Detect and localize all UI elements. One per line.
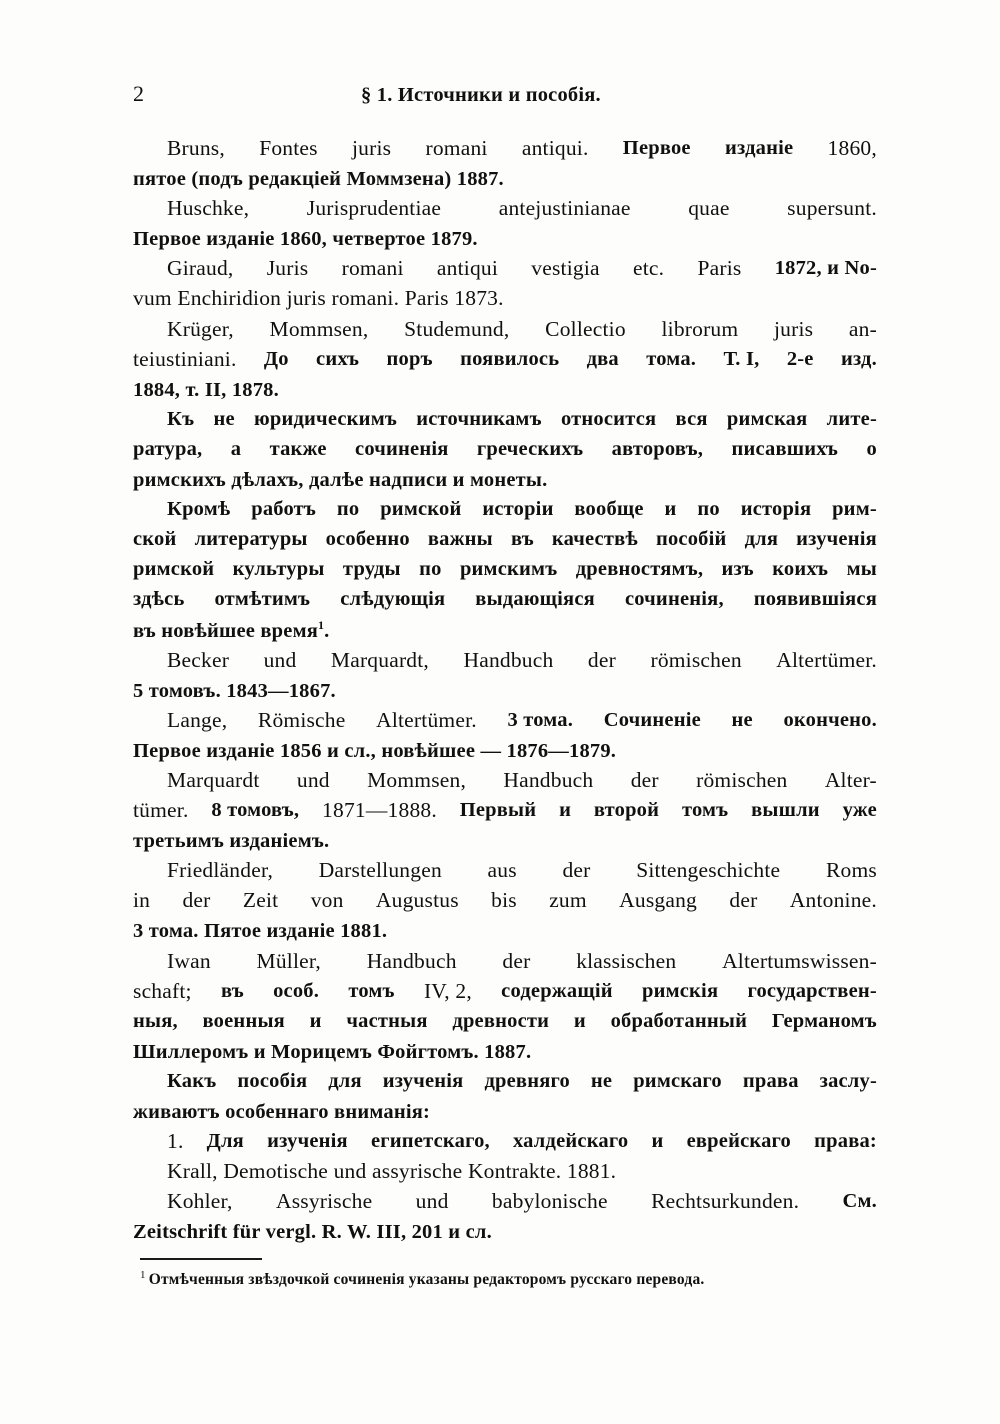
text-run: vum Enchiridion juris romani. Paris 1873.: [133, 286, 504, 311]
text-run: romani: [425, 136, 488, 160]
text-run: ныя,: [133, 1009, 178, 1032]
text-line: [167, 946, 877, 976]
text-run: juris: [352, 136, 392, 160]
text-run: römischen: [696, 767, 788, 792]
text-run: не: [213, 407, 235, 430]
text-run: древности: [452, 1009, 550, 1032]
text-line: [133, 735, 881, 765]
footnote-marker: 1: [140, 1268, 146, 1281]
text-run: Iwan: [167, 948, 211, 973]
text-run: слѣдующія: [340, 588, 446, 611]
text-line: [167, 645, 877, 675]
text-run: въ: [220, 979, 244, 1002]
text-run: о: [866, 437, 877, 460]
text-run: Jurisprudentiae: [306, 196, 442, 221]
text-run: schaft;: [133, 978, 192, 1003]
footnote-reference: 1: [318, 617, 325, 632]
text-run: халдейскаго: [513, 1130, 629, 1153]
text-run: Первый: [459, 799, 537, 822]
text-run: появилось: [460, 347, 560, 370]
text-run: 8 томовъ,: [211, 799, 300, 822]
text-run: babylonische: [491, 1189, 608, 1214]
text-run: Assyrische: [275, 1189, 373, 1214]
text-run: 3 тома.: [507, 708, 574, 731]
text-run: юридическимъ: [254, 407, 398, 430]
text-run: der: [182, 888, 211, 913]
text-run: пятое (подъ редакціей Моммзена) 1887.: [133, 168, 504, 191]
text-run: томъ: [681, 799, 729, 822]
text-run: исторія: [740, 498, 812, 521]
text-run: der: [630, 767, 659, 792]
text-run: 1.: [167, 1129, 184, 1154]
text-line: [133, 675, 881, 705]
text-run: государствен-: [747, 979, 877, 1002]
text-run: и: [559, 799, 572, 822]
text-run: по: [697, 498, 720, 521]
text-run: пособія: [237, 1069, 308, 1092]
text-run: Altertumswissen-: [722, 948, 877, 973]
text-run: и: [664, 498, 677, 521]
text-run: томъ: [348, 979, 395, 1002]
text-run: an-: [848, 316, 877, 341]
text-run: сихъ: [316, 347, 360, 370]
text-run: здѣсь: [133, 588, 185, 611]
text-run: также: [269, 437, 327, 460]
text-run: Какъ: [167, 1069, 217, 1092]
text-run: культуры: [232, 558, 325, 581]
text-run: in: [133, 888, 151, 913]
text-run: Augustus: [375, 888, 459, 913]
text-run: Для: [206, 1130, 244, 1153]
text-run: римская: [726, 407, 808, 430]
text-run: по: [419, 558, 442, 581]
text-run: заслу-: [819, 1069, 877, 1092]
text-run: der: [587, 647, 616, 672]
text-run: bis: [491, 888, 517, 913]
text-run: Сочиненіе: [603, 708, 701, 731]
bibliography-entry: [133, 1066, 881, 1126]
text-run: уже: [842, 799, 877, 822]
text-run: antejustinianae: [498, 196, 631, 221]
text-run: Müller,: [256, 948, 321, 973]
text-run: содержащій: [501, 979, 613, 1002]
text-run: Marquardt,: [330, 647, 430, 672]
text-run: IV, 2,: [423, 978, 472, 1003]
text-run: der: [502, 948, 531, 973]
text-run: важны: [427, 528, 493, 551]
text-run: zum: [549, 888, 587, 913]
text-run: Darstellungen: [318, 858, 442, 883]
text-run: romani: [341, 256, 404, 281]
text-line: [167, 1186, 877, 1216]
body-text-block: [133, 133, 881, 1246]
text-run: См.: [842, 1190, 877, 1213]
text-line: [133, 1036, 881, 1066]
text-run: juris: [774, 316, 814, 341]
text-run: и: [309, 1009, 322, 1032]
text-run: Первое: [622, 137, 691, 159]
text-run: 5 томовъ. 1843—1867.: [133, 679, 336, 702]
text-run: относится: [560, 407, 657, 430]
text-line: [133, 524, 877, 554]
text-run: tümer.: [133, 798, 189, 823]
text-run: antiqui: [436, 256, 499, 281]
text-run: третьимъ изданіемъ.: [133, 830, 330, 853]
text-run: Zeitschrift für vergl. R. W. III, 201 и сл.: [133, 1221, 492, 1244]
text-run: klassischen: [576, 948, 677, 973]
text-line: [167, 404, 877, 434]
text-run: .: [324, 619, 330, 642]
text-run: supersunt.: [787, 196, 877, 221]
footnote-text: Отмѣченныя звѣздочкой сочиненія указаны редакторомъ русскаго перевода.: [148, 1271, 705, 1288]
text-run: etc.: [633, 256, 665, 281]
text-run: und: [296, 767, 330, 792]
text-run: литературы: [194, 528, 308, 551]
text-run: von: [310, 888, 344, 913]
text-run: права: [742, 1069, 799, 1092]
text-run: отмѣтимъ: [214, 588, 311, 611]
text-run: вообще: [574, 498, 644, 521]
text-line: [167, 193, 877, 223]
text-run: не: [731, 708, 753, 731]
text-run: teiustiniani.: [133, 346, 237, 371]
text-line: [167, 705, 877, 735]
text-run: поръ: [386, 347, 433, 370]
text-run: работъ: [251, 498, 317, 521]
text-run: Krall, Demotische und assyrische Kontrakte. 1881.: [167, 1159, 617, 1184]
bibliography-entry: [133, 193, 881, 253]
text-run: права:: [814, 1130, 877, 1153]
text-run: вся: [675, 407, 708, 430]
text-run: частныя: [346, 1009, 428, 1032]
text-run: Römische: [257, 707, 346, 732]
bibliography-entry: [133, 946, 881, 1066]
bibliography-entry: [133, 765, 881, 855]
text-run: Къ: [167, 407, 195, 430]
text-line: [133, 554, 877, 584]
text-run: Collectio: [545, 316, 626, 341]
text-run: лите-: [826, 407, 877, 430]
text-run: antiqui.: [521, 136, 589, 160]
text-run: Германомъ: [771, 1009, 877, 1032]
text-line: [167, 494, 877, 524]
text-run: ратура,: [133, 437, 203, 460]
text-line: [167, 1126, 877, 1156]
text-run: авторовъ,: [611, 437, 704, 460]
text-run: римской: [380, 498, 462, 521]
bibliography-entry: [133, 855, 881, 945]
text-run: исторіи: [482, 498, 554, 521]
text-line: [133, 584, 877, 614]
text-run: und: [415, 1189, 449, 1214]
bibliography-entry: [133, 1126, 881, 1156]
text-line: [133, 464, 881, 494]
text-line: [133, 223, 881, 253]
text-run: Handbuch: [503, 767, 594, 792]
text-run: римскихъ дѣлахъ, далѣе надписи и монеты.: [133, 469, 548, 492]
text-run: der: [562, 858, 591, 883]
text-run: древностямъ,: [575, 558, 704, 581]
text-line: [167, 765, 877, 795]
text-run: Becker: [167, 647, 230, 672]
text-run: а: [230, 437, 242, 460]
text-run: 1872, и No-: [774, 257, 877, 280]
bibliography-entry: [133, 404, 881, 494]
text-run: Marquardt: [167, 767, 260, 792]
text-run: изученія: [382, 1069, 464, 1092]
text-run: сочиненія: [355, 437, 449, 460]
text-line: [133, 1216, 881, 1246]
text-run: источникамъ: [416, 407, 542, 430]
text-run: Roms: [825, 858, 877, 883]
text-run: Juris: [266, 256, 309, 281]
text-run: Paris: [697, 256, 742, 281]
bibliography-entry: [133, 645, 881, 705]
bibliography-entry: [133, 705, 881, 765]
text-run: римскаго: [633, 1069, 722, 1092]
text-line: [133, 1156, 881, 1186]
text-run: Sittengeschichte: [636, 858, 781, 883]
text-run: 2-е: [786, 347, 814, 370]
text-run: пособій: [655, 528, 727, 551]
text-run: въ: [510, 528, 534, 551]
text-run: качествѣ: [551, 528, 638, 551]
text-run: не: [590, 1069, 613, 1092]
text-run: въ новѣйшее время: [133, 619, 319, 642]
text-run: Fontes: [259, 136, 318, 160]
text-run: Первое изданіе 1860, четвертое 1879.: [133, 228, 478, 251]
text-run: египетскаго,: [370, 1130, 490, 1153]
text-run: для: [744, 528, 779, 551]
text-run: До: [263, 347, 289, 370]
text-run: vestigia: [531, 256, 600, 281]
text-run: Giraud,: [167, 256, 234, 281]
text-run: Handbuch: [366, 948, 457, 973]
text-run: римской: [133, 558, 215, 581]
text-run: изд.: [840, 347, 877, 370]
text-run: Kohler,: [167, 1189, 233, 1214]
text-line: [133, 434, 877, 464]
text-run: и: [651, 1130, 664, 1153]
text-run: römischen: [650, 647, 742, 672]
text-line: [167, 1066, 877, 1096]
text-run: коихъ: [772, 558, 829, 581]
bibliography-entry: [133, 1186, 881, 1246]
text-line: [167, 314, 877, 344]
bibliography-entry: [133, 133, 881, 193]
text-run: und: [263, 647, 297, 672]
text-run: ской: [133, 528, 177, 551]
text-run: изданіе: [724, 137, 794, 159]
text-run: Lange,: [167, 707, 228, 732]
text-run: окончено.: [783, 708, 877, 731]
text-run: мы: [846, 558, 877, 581]
text-line: [133, 885, 877, 915]
text-run: для: [328, 1069, 362, 1092]
text-run: второй: [593, 799, 660, 822]
text-run: особ.: [273, 979, 320, 1002]
text-line: [133, 374, 881, 404]
text-run: еврейскаго: [686, 1130, 791, 1153]
text-run: Antonine.: [789, 888, 877, 913]
text-run: писавшихъ: [731, 437, 839, 460]
text-run: librorum: [661, 316, 739, 341]
text-run: выдающіяся: [475, 588, 595, 611]
page-header: [133, 80, 877, 108]
text-run: появившіяся: [753, 588, 877, 611]
text-run: военныя: [202, 1009, 285, 1032]
text-line: [133, 1096, 881, 1126]
text-run: Bruns,: [167, 136, 225, 160]
text-run: тома.: [646, 347, 697, 370]
text-run: труды: [342, 558, 401, 581]
text-run: quae: [688, 196, 730, 221]
text-run: 1884, т. II, 1878.: [133, 378, 279, 401]
text-run: 1871—1888.: [322, 798, 437, 823]
text-run: римскія: [641, 979, 719, 1002]
text-run: Первое изданіе 1856 и сл., новѣйшее — 1876—1879.: [133, 739, 617, 762]
text-line: [133, 976, 877, 1006]
text-line: [133, 163, 881, 193]
text-run: вышли: [751, 799, 820, 822]
text-run: особенно: [325, 528, 410, 551]
text-run: Studemund,: [404, 316, 510, 341]
text-line: [167, 855, 877, 885]
text-run: изученія: [267, 1130, 348, 1153]
text-run: обработанный: [610, 1009, 748, 1032]
text-run: два: [586, 347, 619, 370]
text-run: древняго: [484, 1069, 570, 1092]
text-run: Friedländer,: [167, 858, 274, 883]
bibliography-entry: [133, 314, 881, 404]
text-run: живаютъ особеннаго вниманія:: [133, 1101, 431, 1123]
folio-number: 2: [133, 81, 145, 106]
text-line: [167, 133, 877, 163]
text-line: [133, 915, 881, 945]
text-line: [133, 283, 881, 313]
text-run: 3 тома. Пятое изданіе 1881.: [133, 920, 388, 943]
text-run: Ausgang: [619, 888, 698, 913]
text-run: Altertümer.: [776, 647, 877, 672]
text-line: [133, 615, 881, 645]
text-line: [133, 1006, 877, 1036]
text-line: [167, 253, 877, 283]
text-run: Altertümer.: [376, 707, 477, 732]
text-run: Huschke,: [167, 196, 250, 221]
text-run: Alter-: [824, 767, 877, 792]
text-run: греческихъ: [476, 437, 584, 460]
text-line: [133, 795, 877, 825]
text-run: Mommsen,: [269, 316, 369, 341]
text-run: Т. I,: [723, 347, 760, 370]
text-run: рим-: [832, 498, 877, 521]
text-run: aus: [487, 858, 517, 883]
text-run: по: [336, 498, 360, 521]
text-run: изъ: [721, 558, 754, 581]
text-run: Кромѣ: [167, 498, 231, 521]
bibliography-entry: [133, 1156, 881, 1186]
bibliography-entry: [133, 253, 881, 313]
text-run: der: [729, 888, 758, 913]
text-run: Handbuch: [463, 647, 554, 672]
text-run: 1860,: [827, 136, 877, 160]
text-run: Rechtsurkunden.: [651, 1189, 800, 1214]
text-run: Krüger,: [167, 316, 234, 341]
text-line: [133, 825, 881, 855]
text-line: [133, 344, 877, 374]
text-run: римскимъ: [459, 558, 558, 581]
text-run: Zeit: [242, 888, 279, 913]
text-run: Mommsen,: [367, 767, 467, 792]
footnote: [140, 1268, 884, 1292]
bibliography-entry: [133, 494, 881, 644]
running-title: § 1. Источники и пособія.: [361, 84, 601, 106]
footnote-separator-rule: [140, 1258, 262, 1260]
text-run: сочиненія,: [624, 588, 724, 611]
text-run: изученія: [796, 528, 877, 551]
text-run: Шиллеромъ и Морицемъ Фойгтомъ. 1887.: [133, 1040, 532, 1063]
text-run: и: [573, 1009, 586, 1032]
